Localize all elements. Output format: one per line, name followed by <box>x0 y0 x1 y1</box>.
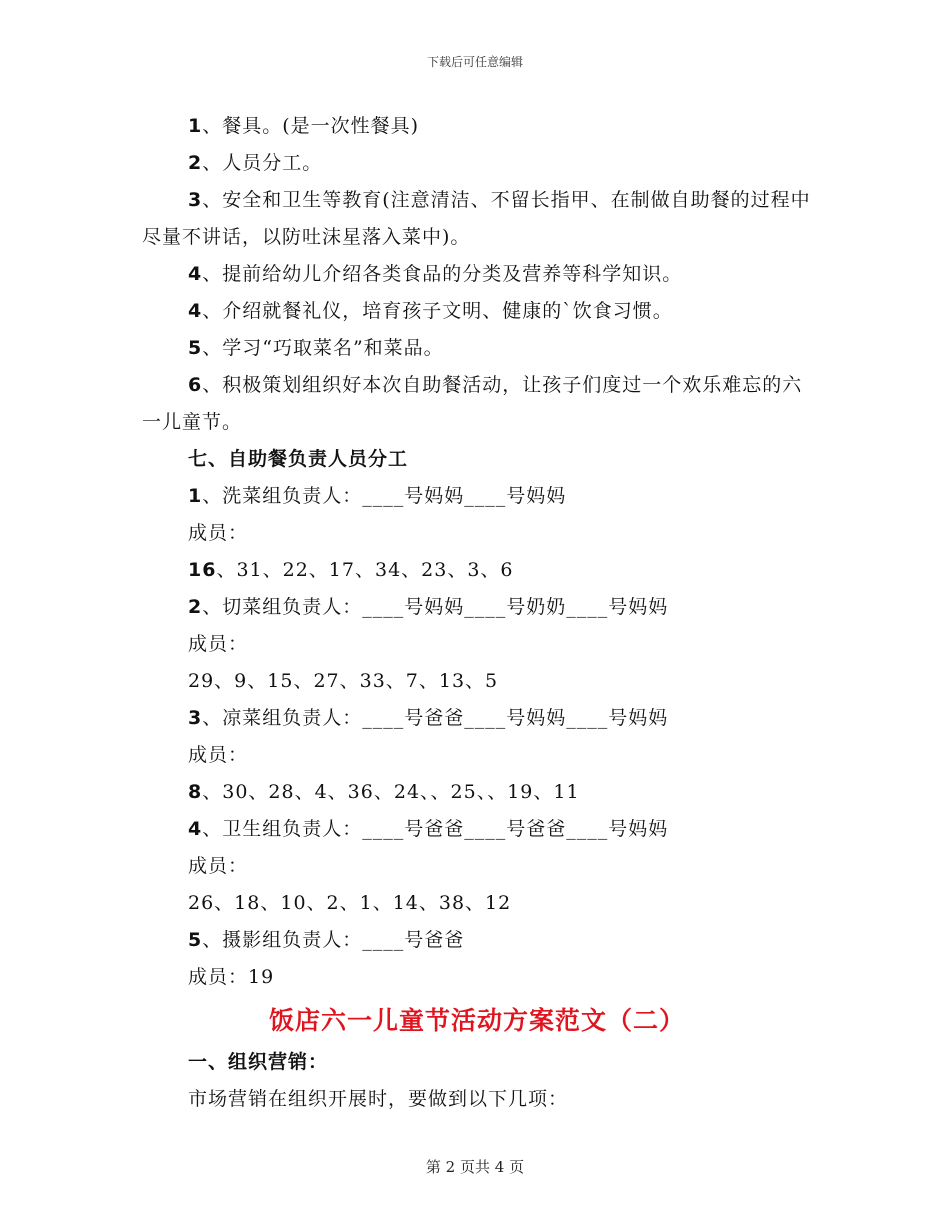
group-number: 1 <box>188 485 203 507</box>
group-leader-text: 、凉菜组负责人：____号爸爸____号妈妈____号妈妈 <box>202 707 669 729</box>
group-leader-line <box>142 700 812 737</box>
members-text: 、30、28、4、36、24、、25、、19、11 <box>202 781 580 803</box>
group-members-list <box>142 774 812 811</box>
item-text: 、人员分工。 <box>202 152 323 174</box>
item-number: 1 <box>188 115 203 137</box>
page-header: 下载后可任意编辑 <box>426 55 523 69</box>
page-footer: 第 2 页共 4 页 <box>425 1158 525 1176</box>
group-members-label: 成员： <box>188 744 249 766</box>
group-leader-line <box>142 811 812 848</box>
item-number: 2 <box>188 152 203 174</box>
item-text: 、餐具。(是一次性餐具) <box>202 115 420 137</box>
item-number: 4 <box>188 263 203 285</box>
group-number: 2 <box>188 596 203 618</box>
document-body <box>142 108 812 1118</box>
members-lead-number: 8 <box>188 781 203 803</box>
group-leader-text: 、切菜组负责人：____号妈妈____号奶奶____号妈妈 <box>202 596 669 618</box>
section-heading: 一、组织营销： <box>188 1051 329 1073</box>
group-members-label: 成员： <box>188 633 249 655</box>
members-lead-number: 16 <box>188 559 217 581</box>
list-item <box>142 108 812 145</box>
group-leader-line <box>142 478 812 515</box>
list-item <box>142 293 812 330</box>
item-text: 、学习“巧取菜名”和菜品。 <box>202 337 444 359</box>
list-item <box>142 145 812 182</box>
item-text: 、介绍就餐礼仪，培育孩子文明、健康的`饮食习惯。 <box>202 300 673 322</box>
section-heading: 七、自助餐负责人员分工 <box>188 448 409 470</box>
item-text: 、积极策划组织好本次自助餐活动，让孩子们度过一个欢乐难忘的六一儿童节。 <box>142 374 803 433</box>
group-leader-line <box>142 589 812 626</box>
group-leader-text: 、洗菜组负责人：____号妈妈____号妈妈 <box>202 485 567 507</box>
group-leader-line <box>142 922 812 959</box>
list-item <box>142 367 812 441</box>
group-number: 3 <box>188 707 203 729</box>
item-text: 、提前给幼儿介绍各类食品的分类及营养等科学知识。 <box>202 263 683 285</box>
item-number: 3 <box>188 189 203 211</box>
item-number: 4 <box>188 300 203 322</box>
paragraph: 市场营销在组织开展时，要做到以下几项： <box>188 1088 569 1110</box>
group-number: 5 <box>188 929 203 951</box>
group-members-label: 成员：19 <box>188 966 275 988</box>
group-members-list <box>142 663 812 700</box>
list-item <box>142 256 812 293</box>
group-members-label: 成员： <box>188 522 249 544</box>
group-members-list <box>142 885 812 922</box>
members-text: 29、9、15、27、33、7、13、5 <box>188 670 499 692</box>
members-text: 、31、22、17、34、23、3、6 <box>216 559 514 581</box>
document-subtitle: 饭店六一儿童节活动方案范文（二） <box>268 1006 685 1035</box>
list-item <box>142 182 812 256</box>
group-members-label: 成员： <box>188 855 249 877</box>
group-leader-text: 、卫生组负责人：____号爸爸____号爸爸____号妈妈 <box>202 818 669 840</box>
group-number: 4 <box>188 818 203 840</box>
list-item <box>142 330 812 367</box>
item-number: 6 <box>188 374 203 396</box>
group-leader-text: 、摄影组负责人：____号爸爸 <box>202 929 465 951</box>
item-text: 、安全和卫生等教育(注意清洁、不留长指甲、在制做自助餐的过程中尽量不讲话，以防吐沫星落入菜中)。 <box>142 189 811 248</box>
members-text: 26、18、10、2、1、14、38、12 <box>188 892 512 914</box>
item-number: 5 <box>188 337 203 359</box>
group-members-list <box>142 552 812 589</box>
